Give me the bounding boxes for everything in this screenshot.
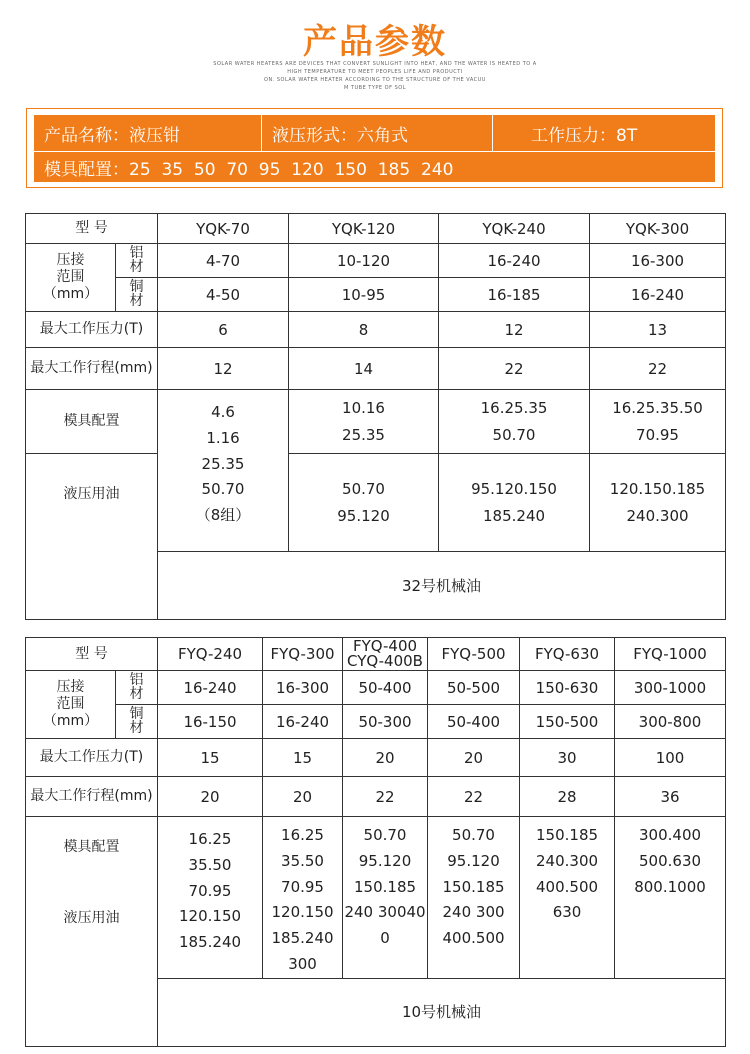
model-cell: FYQ-1000 xyxy=(615,638,726,671)
copper-cell: 16-240 xyxy=(590,278,726,312)
crimp-range-label: 压接 范围 （mm） xyxy=(26,244,116,312)
pressure-cell: 100 xyxy=(615,739,726,777)
mold-cell: 50.70 95.120 150.185 240 30040 0 xyxy=(343,817,428,979)
info-cell-hydraulic-form xyxy=(262,115,493,151)
max-pressure-label: 最大工作压力(T) xyxy=(26,739,158,777)
aluminum-cell: 16-240 xyxy=(439,244,590,278)
aluminum-cell: 16-300 xyxy=(263,671,343,705)
pressure-cell: 13 xyxy=(590,312,726,348)
pressure-cell: 30 xyxy=(520,739,615,777)
mold-cell: 16.25.35.50 70.95 xyxy=(590,390,726,454)
copper-label-text: 铜 材 xyxy=(129,278,144,310)
model-cell: FYQ-630 xyxy=(520,638,615,671)
aluminum-cell: 16-300 xyxy=(590,244,726,278)
pressure-cell: 6 xyxy=(158,312,289,348)
model-cell: YQK-300 xyxy=(590,214,726,244)
mold-cell: 10.16 25.35 xyxy=(289,390,439,454)
pressure-cell: 20 xyxy=(428,739,520,777)
working-pressure-text: 工作压力：8T xyxy=(531,125,638,146)
crimp-range-label: 压接 范围 （mm） xyxy=(26,671,116,739)
copper-label xyxy=(116,278,158,312)
mold-and-oil-labels xyxy=(26,817,158,1047)
stroke-cell: 22 xyxy=(428,777,520,817)
copper-cell: 50-300 xyxy=(343,705,428,739)
copper-cell: 4-50 xyxy=(158,278,289,312)
stroke-cell: 12 xyxy=(158,348,289,390)
stroke-cell: 20 xyxy=(158,777,263,817)
aluminum-cell: 50-400 xyxy=(343,671,428,705)
info-cell-working-pressure xyxy=(493,115,715,151)
mold-cell: 95.120.150 185.240 xyxy=(439,454,590,552)
copper-label-text: 铜 材 xyxy=(129,705,144,737)
copper-cell: 150-500 xyxy=(520,705,615,739)
aluminum-label xyxy=(116,671,158,705)
model-label: 型 号 xyxy=(26,638,158,671)
copper-cell: 16-185 xyxy=(439,278,590,312)
info-cell-product-name xyxy=(34,115,262,151)
pressure-cell: 20 xyxy=(343,739,428,777)
pressure-cell: 15 xyxy=(263,739,343,777)
subtitle-line: HIGH TEMPERATURE TO MEET PEOPLES LIFE AND PRODUCTI xyxy=(287,69,463,75)
subtitle-line: M TUBE TYPE OF SOL xyxy=(344,85,406,91)
aluminum-cell: 150-630 xyxy=(520,671,615,705)
mold-cell: 120.150.185 240.300 xyxy=(590,454,726,552)
copper-cell: 16-240 xyxy=(263,705,343,739)
copper-cell: 10-95 xyxy=(289,278,439,312)
copper-label xyxy=(116,705,158,739)
oil-cell: 32号机械油 xyxy=(158,552,726,620)
subtitle-line: SOLAR WATER HEATERS ARE DEVICES THAT CONVERT SUNLIGHT INTO HEAT, AND THE WATER IS HEATED TO A xyxy=(213,61,537,67)
stroke-cell: 22 xyxy=(590,348,726,390)
mold-config-label: 模具配置 xyxy=(63,839,120,855)
oil-cell: 10号机械油 xyxy=(158,978,726,1046)
mold-cell: 300.400 500.630 800.1000 xyxy=(615,817,726,979)
model-label: 型 号 xyxy=(26,214,158,244)
max-stroke-label: 最大工作行程(mm) xyxy=(26,777,158,817)
mold-config-text: 模具配置：25 35 50 70 95 120 150 185 240 xyxy=(44,159,454,180)
mold-cell: 16.25 35.50 70.95 120.150 185.240 xyxy=(158,817,263,979)
aluminum-cell: 10-120 xyxy=(289,244,439,278)
hydraulic-oil-label: 液压用油 xyxy=(63,909,120,926)
model-cell: YQK-70 xyxy=(158,214,289,244)
stroke-cell: 14 xyxy=(289,348,439,390)
mold-config-label: 模具配置 xyxy=(26,390,158,454)
model-cell: YQK-120 xyxy=(289,214,439,244)
mold-cell: 16.25 35.50 70.95 120.150 185.240 300 xyxy=(263,817,343,979)
aluminum-label-text: 铝 材 xyxy=(129,671,144,703)
stroke-cell: 36 xyxy=(615,777,726,817)
spec-table-fyq xyxy=(25,637,726,1047)
page-title: 产品参数 xyxy=(303,22,447,62)
stroke-cell: 22 xyxy=(439,348,590,390)
model-cell: FYQ-240 xyxy=(158,638,263,671)
mold-cell: 16.25.35 50.70 xyxy=(439,390,590,454)
aluminum-label xyxy=(116,244,158,278)
info-row-primary xyxy=(34,115,715,151)
copper-cell: 16-150 xyxy=(158,705,263,739)
subtitle-line: ON. SOLAR WATER HEATER ACCORDING TO THE STRUCTURE OF THE VACUU xyxy=(264,77,486,83)
page-subtitle xyxy=(0,60,750,92)
max-pressure-label: 最大工作压力(T) xyxy=(26,312,158,348)
mold-cell: 4.6 1.16 25.35 50.70 （8组） xyxy=(158,390,289,552)
model-cell: FYQ-400 CYQ-400B xyxy=(343,638,428,671)
aluminum-label-text: 铝 材 xyxy=(129,244,144,276)
stroke-cell: 28 xyxy=(520,777,615,817)
aluminum-cell: 300-1000 xyxy=(615,671,726,705)
info-row-mold xyxy=(34,152,715,182)
pressure-cell: 15 xyxy=(158,739,263,777)
max-stroke-label: 最大工作行程(mm) xyxy=(26,348,158,390)
model-cell: FYQ-500 xyxy=(428,638,520,671)
model-cell: FYQ-300 xyxy=(263,638,343,671)
mold-cell: 50.70 95.120 150.185 240 300 400.500 xyxy=(428,817,520,979)
copper-cell: 50-400 xyxy=(428,705,520,739)
aluminum-cell: 50-500 xyxy=(428,671,520,705)
hydraulic-form-text: 液压形式：六角式 xyxy=(272,125,408,146)
model-cell: YQK-240 xyxy=(439,214,590,244)
hydraulic-oil-label: 液压用油 xyxy=(26,454,158,620)
pressure-cell: 8 xyxy=(289,312,439,348)
info-cell-mold-config xyxy=(34,152,715,182)
product-info-box xyxy=(26,108,723,188)
pressure-cell: 12 xyxy=(439,312,590,348)
mold-cell: 150.185 240.300 400.500 630 xyxy=(520,817,615,979)
mold-cell: 50.70 95.120 xyxy=(289,454,439,552)
product-name-text: 产品名称：液压钳 xyxy=(44,125,180,146)
spec-table-yqk xyxy=(25,213,726,620)
stroke-cell: 22 xyxy=(343,777,428,817)
aluminum-cell: 16-240 xyxy=(158,671,263,705)
aluminum-cell: 4-70 xyxy=(158,244,289,278)
copper-cell: 300-800 xyxy=(615,705,726,739)
stroke-cell: 20 xyxy=(263,777,343,817)
